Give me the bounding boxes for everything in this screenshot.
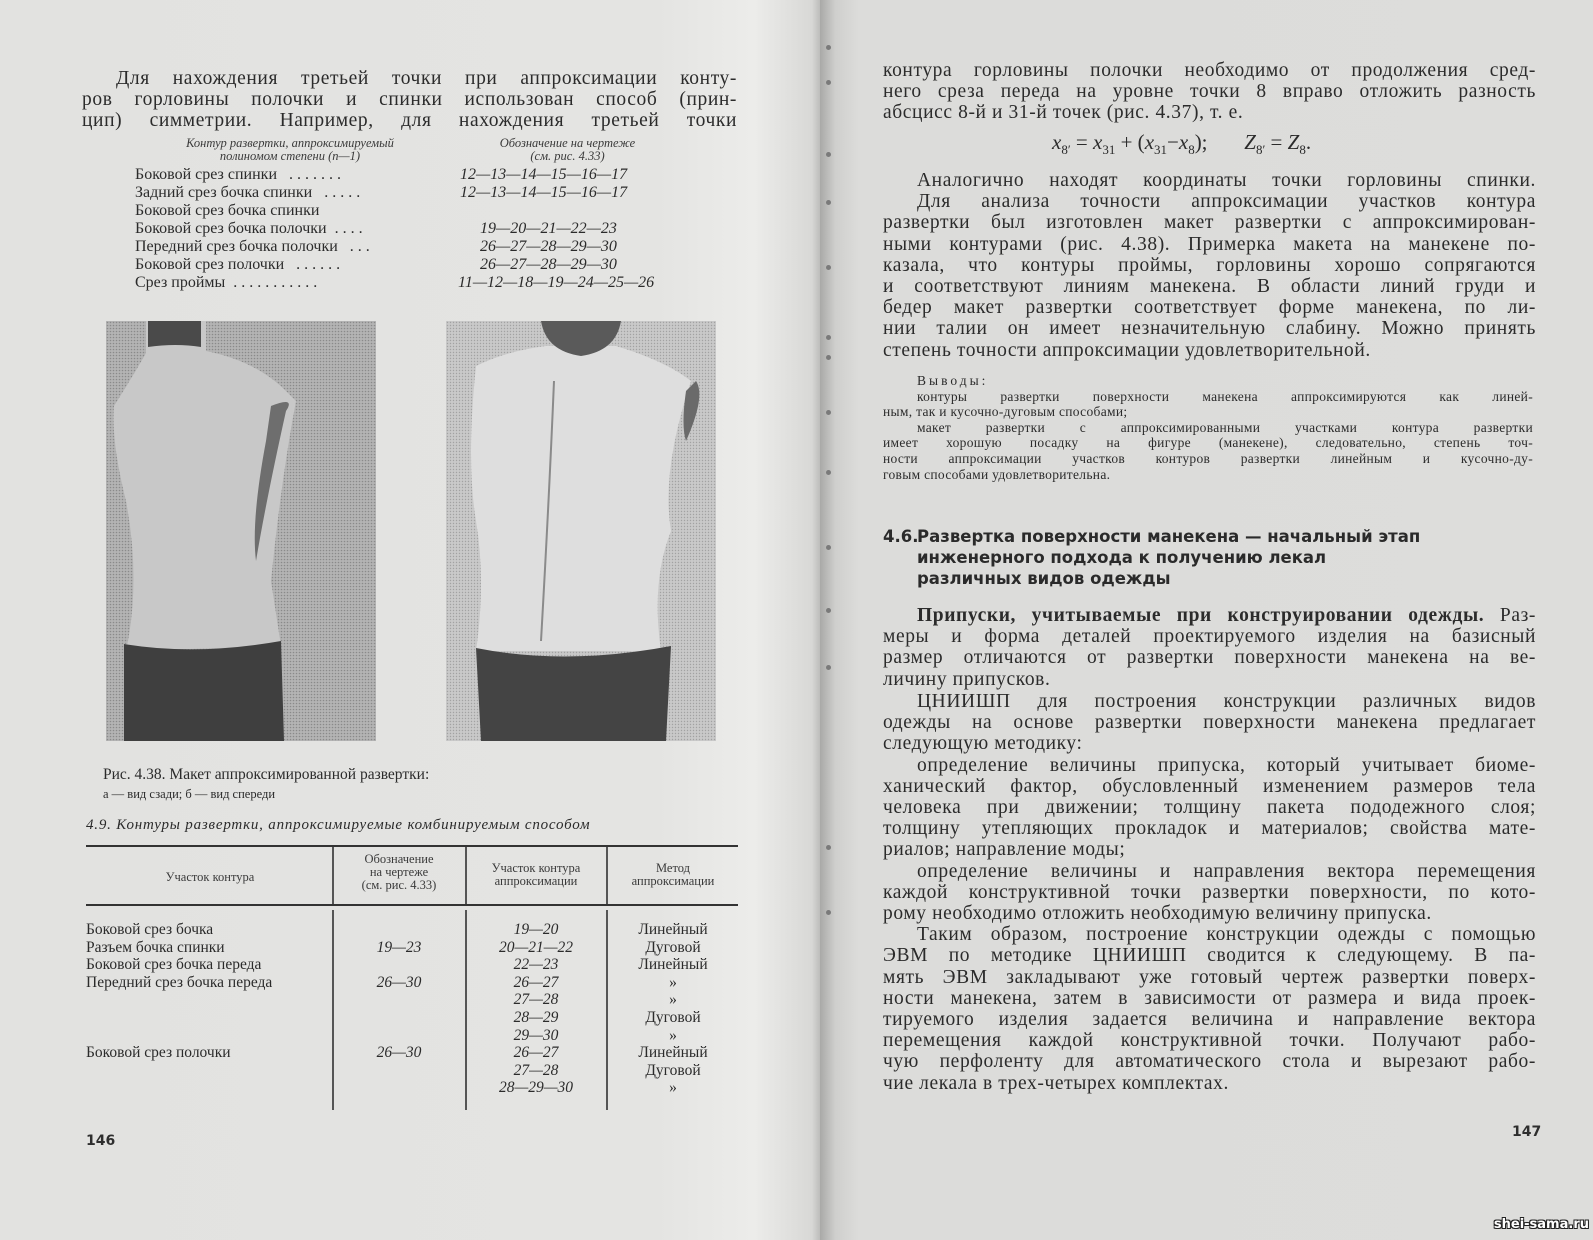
cell-contour-part: Боковой срез бочка переда	[86, 956, 262, 974]
text-line: ным, так и кусочно-дуговым способами;	[883, 404, 1128, 420]
text-line: макет развертки с аппроксимированными участками контура развертки	[917, 419, 1533, 435]
text-line: казала, что контуры проймы, горловины хорошо сопрягаются	[883, 254, 1536, 276]
cell-segment: 28—29	[513, 1009, 559, 1026]
list-header-designation	[455, 137, 680, 163]
text-line: одежды на основе развертки поверхности манекена предлагает	[883, 712, 1536, 734]
section-title-line: Развертка поверхности манекена — начальный этап	[917, 527, 1421, 546]
cell-segment: 27—28	[513, 1061, 559, 1079]
text-line: ров горловины полочки и спинки использован способ (прин-	[82, 89, 737, 111]
cell-segment: 22—23	[513, 956, 559, 974]
list-header-contour	[130, 137, 450, 163]
photo-front-view	[446, 321, 716, 741]
cell-contour-part: Передний срез бочка переда	[86, 973, 273, 991]
list-item	[135, 256, 695, 274]
cell-segment: 27—28	[513, 991, 559, 1009]
text-line: размер отличаются от развертки поверхности манекена на ве-	[883, 647, 1536, 669]
right-top-paragraph	[883, 60, 1536, 124]
cell-segment: 19—20	[513, 921, 559, 938]
text-line: риалов; направление моды;	[883, 839, 1126, 861]
figure-caption: Рис. 4.38. Макет аппроксимированной развертки:	[103, 766, 430, 783]
header-line: Обозначение	[364, 852, 434, 866]
header-line: аппроксимации	[494, 874, 578, 888]
text-line: и соответствуют линиям манекена. В области линий груди и	[883, 276, 1536, 298]
book-gutter	[826, 0, 832, 1240]
text-line: нии талии он имеет незначительную слабину. Можно принять	[883, 318, 1536, 340]
list-item	[135, 220, 695, 238]
text-line: ханический фактор, обусловленный изменением размеров тела	[883, 775, 1536, 797]
table-header-cell	[334, 853, 464, 892]
conclusions-block	[883, 373, 1533, 482]
table-header-cell	[608, 862, 738, 888]
list-item	[135, 202, 695, 220]
mannequin-front-image	[446, 321, 716, 741]
cell-contour-part: Боковой срез бочка	[86, 921, 214, 938]
table-header-cell	[90, 871, 330, 884]
cell-designation: 26—30	[376, 973, 422, 991]
header-line: (см. рис. 4.33)	[361, 878, 437, 892]
text-line: развертки был изготовлен макет развертки с аппроксимирован-	[883, 212, 1536, 234]
cell-segment: 26—27	[513, 1044, 559, 1062]
text-line: чую перфоленту для автоматического стола и вырезают рабо-	[883, 1051, 1536, 1073]
left-intro-paragraph	[82, 68, 737, 132]
section-title-line: различных видов одежды	[917, 569, 1171, 588]
list-item-label: Боковой срез спинки . . . . . . .	[135, 166, 341, 183]
text-line: степень точности аппроксимации удовлетворительной.	[883, 339, 1371, 361]
list-item-label: Боковой срез бочка полочки . . . .	[135, 220, 363, 237]
text-line: бедер макет развертки соответствует форме манекена, по ли-	[883, 297, 1536, 319]
text-line: абсцисс 8-й и 31-й точек (рис. 4.37), т. е.	[883, 102, 1244, 124]
cell-method: Дуговой	[645, 1061, 701, 1079]
page-number-right: 147	[1512, 1124, 1542, 1140]
text-line: ЭВМ по методике ЦНИИШП сводится к следующему. В па-	[883, 945, 1536, 967]
text-line: ЦНИИШП для построения конструкции различных видов	[917, 691, 1536, 712]
text-line: ности манекена, затем в зависимости от размера и вида проек-	[883, 987, 1536, 1009]
cell-segment: 26—27	[513, 973, 559, 991]
text-line: контуры развертки поверхности манекена аппроксимируются как линей-	[917, 388, 1533, 404]
text-line: тируемого изделия задается величина и направление вектора	[883, 1009, 1536, 1031]
text-line: определение величины припуска, который учитывает биоме-	[917, 754, 1536, 776]
method-paragraphs	[883, 691, 1536, 1094]
text-line: рому необходимо отложить необходимую величину припуска.	[883, 903, 1432, 925]
cell-segment: 28—29—30	[498, 1079, 574, 1097]
text-line: говым способами удовлетворительна.	[883, 466, 1111, 482]
text-line: следующую методику:	[883, 733, 1083, 755]
header-line: Участок контура	[491, 861, 581, 875]
formula-var: x	[1093, 130, 1103, 154]
header-line: на чертеже	[369, 865, 429, 879]
formula-var: x	[1052, 130, 1062, 154]
cell-segment: 20—21—22	[498, 938, 574, 956]
cell-designation: 19—23	[376, 938, 422, 956]
cell-method: »	[669, 973, 677, 991]
formula-subscript: 8′	[1255, 142, 1266, 158]
formula-subscript: 8	[1188, 142, 1195, 158]
header-line: Контур развертки, аппроксимируемый	[186, 136, 394, 150]
table-top-rule	[86, 845, 738, 847]
list-item-label: Боковой срез полочки . . . . . .	[135, 256, 341, 273]
cell-method: Линейный	[638, 956, 708, 974]
page-number-left: 146	[86, 1133, 116, 1149]
header-line: Метод	[655, 861, 691, 875]
list-item-value: 12—13—14—15—16—17	[460, 166, 628, 183]
text-line: него среза переда на уровне точки 8 вправо отложить разность	[883, 81, 1536, 103]
header-line: (см. рис. 4.33)	[530, 149, 605, 163]
list-item	[135, 238, 695, 256]
header-line: Участок контура	[165, 870, 255, 884]
formula-subscript: 8′	[1061, 142, 1071, 158]
allowances-paragraph	[883, 605, 1536, 690]
header-line: Обозначение на чертеже	[499, 136, 636, 150]
text-line: меры и форма деталей проектируемого изделия на базисный	[883, 626, 1536, 648]
figure-caption-sub	[103, 786, 275, 802]
section-number: 4.6.	[883, 527, 919, 546]
cell-method: Дуговой	[645, 938, 701, 956]
mannequin-back-image	[106, 321, 376, 741]
watermark: shei-sama.ru	[1493, 1217, 1589, 1232]
cell-designation: 26—30	[376, 1044, 422, 1062]
formula-subscript: 31	[1154, 142, 1168, 158]
formula-var: Z	[1244, 130, 1256, 154]
cell-method: »	[669, 1079, 677, 1097]
right-analysis-paragraph	[883, 170, 1536, 361]
list-item-label: Срез проймы . . . . . . . . . . .	[135, 274, 318, 291]
cell-method: »	[669, 1026, 677, 1044]
formula-var: x	[1178, 130, 1189, 154]
text-line: Таким образом, построение конструкции одежды с помощью	[917, 924, 1536, 946]
text-line: толщину утепляющих прокладок и материалов; свойства мате-	[883, 818, 1536, 840]
cell-segment: 29—30	[513, 1026, 559, 1044]
list-item	[135, 184, 695, 202]
cell-method: Линейный	[638, 921, 708, 938]
text-line: чие лекала в трех-четырех комплектах.	[883, 1072, 1229, 1094]
caption-sub-text: а — вид сзади; б — вид спереди	[103, 787, 276, 801]
table-header-cell	[467, 862, 605, 888]
text-line: Аналогично находят координаты точки горловины спинки.	[917, 170, 1536, 191]
header-line: аппроксимации	[631, 874, 715, 888]
list-item-value: 26—27—28—29—30	[480, 238, 617, 255]
section-heading	[883, 526, 1483, 589]
table-header-rule	[86, 904, 738, 906]
formula: $x_{8'} = x_{31} + (x_{31}-x_8)$; $Z_{8'} = Z_8$.	[1052, 130, 1312, 158]
text-line: ности аппроксимации участков контуров развертки линейным и кусочно-ду-	[883, 450, 1533, 466]
cell-contour-part: Боковой срез полочки	[86, 1044, 231, 1062]
list-item-value: 12—13—14—15—16—17	[460, 184, 628, 201]
list-item	[135, 166, 695, 184]
formula-subscript: 8	[1299, 142, 1306, 158]
text-line: Для нахождения третьей точки при аппроксимации конту-	[116, 68, 737, 89]
text-line: ными контурами (рис. 4.38). Примерка макета на манекене по-	[883, 233, 1536, 255]
list-item	[135, 274, 695, 292]
formula-subscript: 31	[1102, 142, 1116, 158]
run-in-heading: Припуски, учитываемые при конструировании одежды.	[917, 605, 1485, 626]
section-title-line: инженерного подхода к получению лекал	[917, 548, 1327, 567]
text-line: человека при движении; толщину пакета пододежного слоя;	[883, 797, 1536, 819]
list-item-label: Задний срез бочка спинки . . . . .	[135, 184, 361, 201]
text-line: каждой конструктивной точки развертки поверхности, по кото-	[883, 881, 1536, 903]
list-item-value: 19—20—21—22—23	[480, 220, 617, 237]
text-line: имеет хорошую посадку на фигуре (манекене), следовательно, степень точ-	[883, 435, 1533, 451]
table-title: 4.9. Контуры развертки, аппроксимируемые комбинируемым способом	[86, 817, 591, 833]
header-line: полиномом степени (n—1)	[219, 149, 361, 163]
list-item-label: Боковой срез бочка спинки	[135, 202, 320, 219]
text-line: определение величины и направления вектора перемещения	[917, 860, 1536, 882]
text-run: Раз-	[1499, 605, 1536, 626]
cell-method: Линейный	[638, 1044, 708, 1062]
text-line: личину припусков.	[883, 668, 1051, 690]
text-line: Для анализа точности аппроксимации участков контура	[917, 191, 1536, 213]
text-line: мять ЭВМ закладывают уже готовый чертеж развертки поверх-	[883, 966, 1536, 988]
list-item-value: 11—12—18—19—24—25—26	[458, 274, 655, 291]
formula-var: Z	[1287, 130, 1300, 154]
text-line: контура горловины полочки необходимо от продолжения сред-	[883, 60, 1536, 81]
photo-back-view	[106, 321, 376, 741]
list-item-value: 26—27—28—29—30	[480, 256, 617, 273]
text-line: перемещения каждой конструктивной точки. Получают рабо-	[883, 1030, 1536, 1052]
text-line: цип) симметрии. Например, для нахождения третьей точки	[82, 110, 737, 132]
conclusions-heading: Выводы:	[917, 373, 989, 388]
cell-method: »	[669, 991, 677, 1009]
text-line	[883, 605, 1536, 626]
formula-var: x	[1144, 130, 1155, 154]
list-item-label: Передний срез бочка полочки . . .	[135, 238, 370, 255]
cell-method: Дуговой	[645, 1009, 701, 1026]
cell-contour-part: Разъем бочка спинки	[86, 938, 225, 956]
